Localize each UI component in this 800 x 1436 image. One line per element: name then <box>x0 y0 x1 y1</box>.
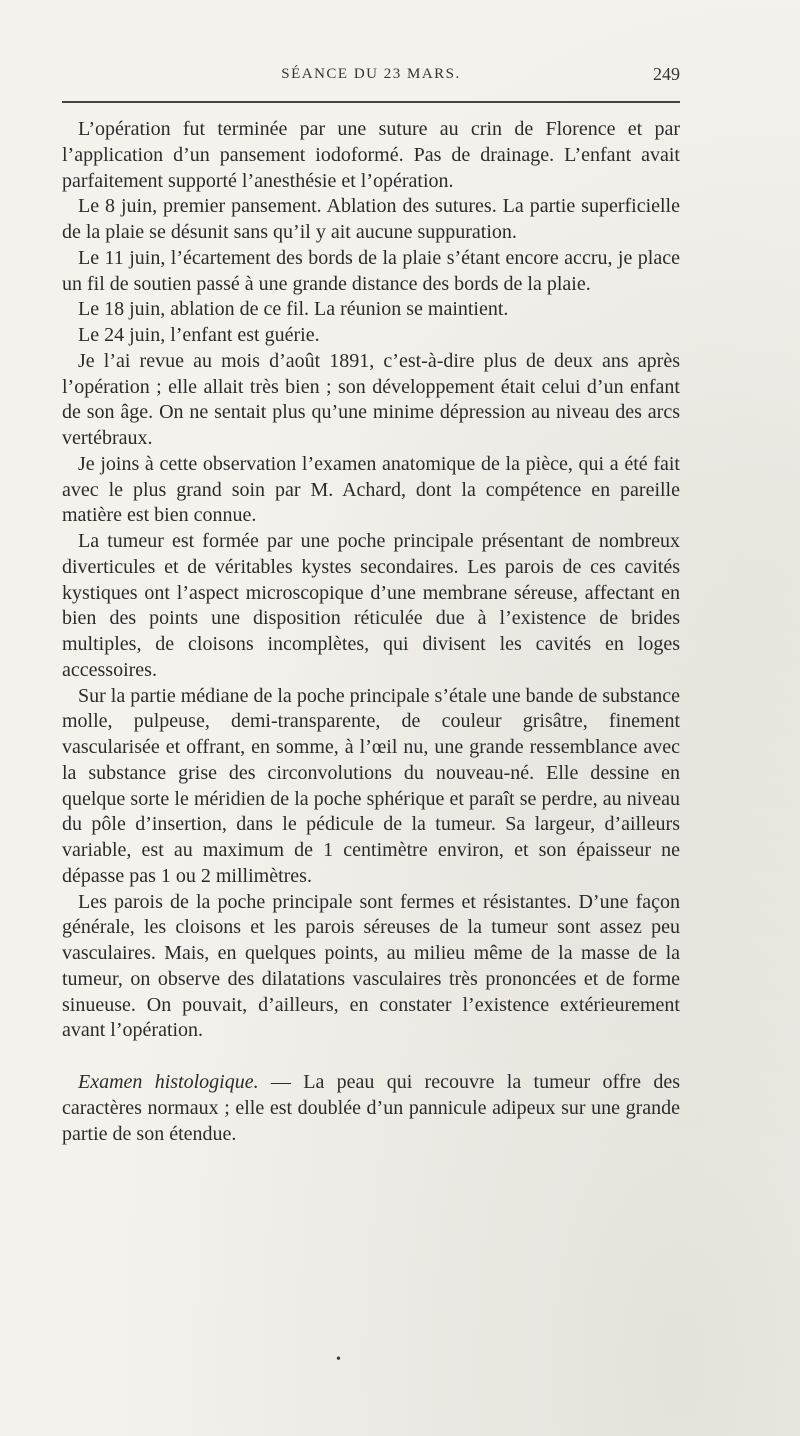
paragraph: La tumeur est formée par une poche principale présentant de nombreux diverticules et de véritables kystes secondaires. Les parois de ces cavités kystiques ont l’aspect microscopique d’une membrane séreuse, affectant en bien des points une disposition réticulée due à l’existence de brides multiples, de cloisons incomplètes, qui divisent les cavités en loges accessoires. <box>62 530 680 681</box>
paragraph: Le 8 juin, premier pansement. Ablation des sutures. La partie superficielle de la plaie se désunit sans qu’il y ait aucune suppuration. <box>62 195 680 243</box>
footer-mark: • <box>336 1352 341 1367</box>
paragraph: L’opération fut terminée par une suture au crin de Florence et par l’application d’un pansement iodoformé. Pas de drainage. L’enfant avait parfaitement supporté l’anesthésie et l’opération. <box>62 118 680 192</box>
paragraph: Le 24 juin, l’enfant est guérie. <box>78 324 320 346</box>
page-header <box>62 62 680 96</box>
paragraph: Je l’ai revue au mois d’août 1891, c’est-à-dire plus de deux ans après l’opération ; elle allait très bien ; son développement était celui d’un enfant de son âge. On ne sentait plus qu’une minime dépression au niveau des arcs vertébraux. <box>62 349 680 449</box>
header-rule <box>62 101 680 103</box>
paragraph: Je joins à cette observation l’examen anatomique de la pièce, qui a été fait avec le plus grand soin par M. Achard, dont la compétence en pareille matière est bien connue. <box>62 452 680 527</box>
histology-text: — La peau qui recouvre la tumeur offre des caractères normaux ; elle est doublée d’un pannicule adipeux sur une grande partie de son étendue. <box>62 1071 680 1145</box>
histology-paragraph <box>62 1070 680 1147</box>
paragraph: Le 11 juin, l’écartement des bords de la plaie s’étant encore accru, je place un fil de soutien passé à une grande distance des bords de la plaie. <box>62 246 680 295</box>
page-number: 249 <box>653 64 680 84</box>
paragraph: Les parois de la poche principale sont fermes et résistantes. D’une façon générale, les cloisons et les parois séreuses de la tumeur sont assez peu vasculaires. Mais, en quelques points, au milieu même de la masse de la tumeur, on observe des dilatations vasculaires très prononcées et de forme sinueuse. On pouvait, d’ailleurs, en constater l’existence extérieurement avant l’opération. <box>62 890 680 1042</box>
paragraph: Le 18 juin, ablation de ce fil. La réunion se maintient. <box>78 298 509 321</box>
running-head: SÉANCE DU 23 MARS. <box>281 66 461 82</box>
paragraph: Sur la partie médiane de la poche principale s’étale une bande de substance molle, pulpeuse, demi-transparente, de couleur grisâtre, finement vascularisée et offrant, en somme, à l’œil nu, une grande ressemblance avec la substance grise des circonvolutions du nouveau-né. Elle dessine en quelque sorte le méridien de la poche sphérique et paraît se perdre, au niveau du pôle d’insertion, dans le pédicule de la tumeur. Sa largeur, d’ailleurs variable, est au maximum de 1 centimètre environ, et son épaisseur ne dépasse pas 1 ou 2 millimètres. <box>62 684 680 887</box>
body-text <box>62 117 680 1147</box>
histology-heading: Examen histologique. <box>78 1071 259 1093</box>
